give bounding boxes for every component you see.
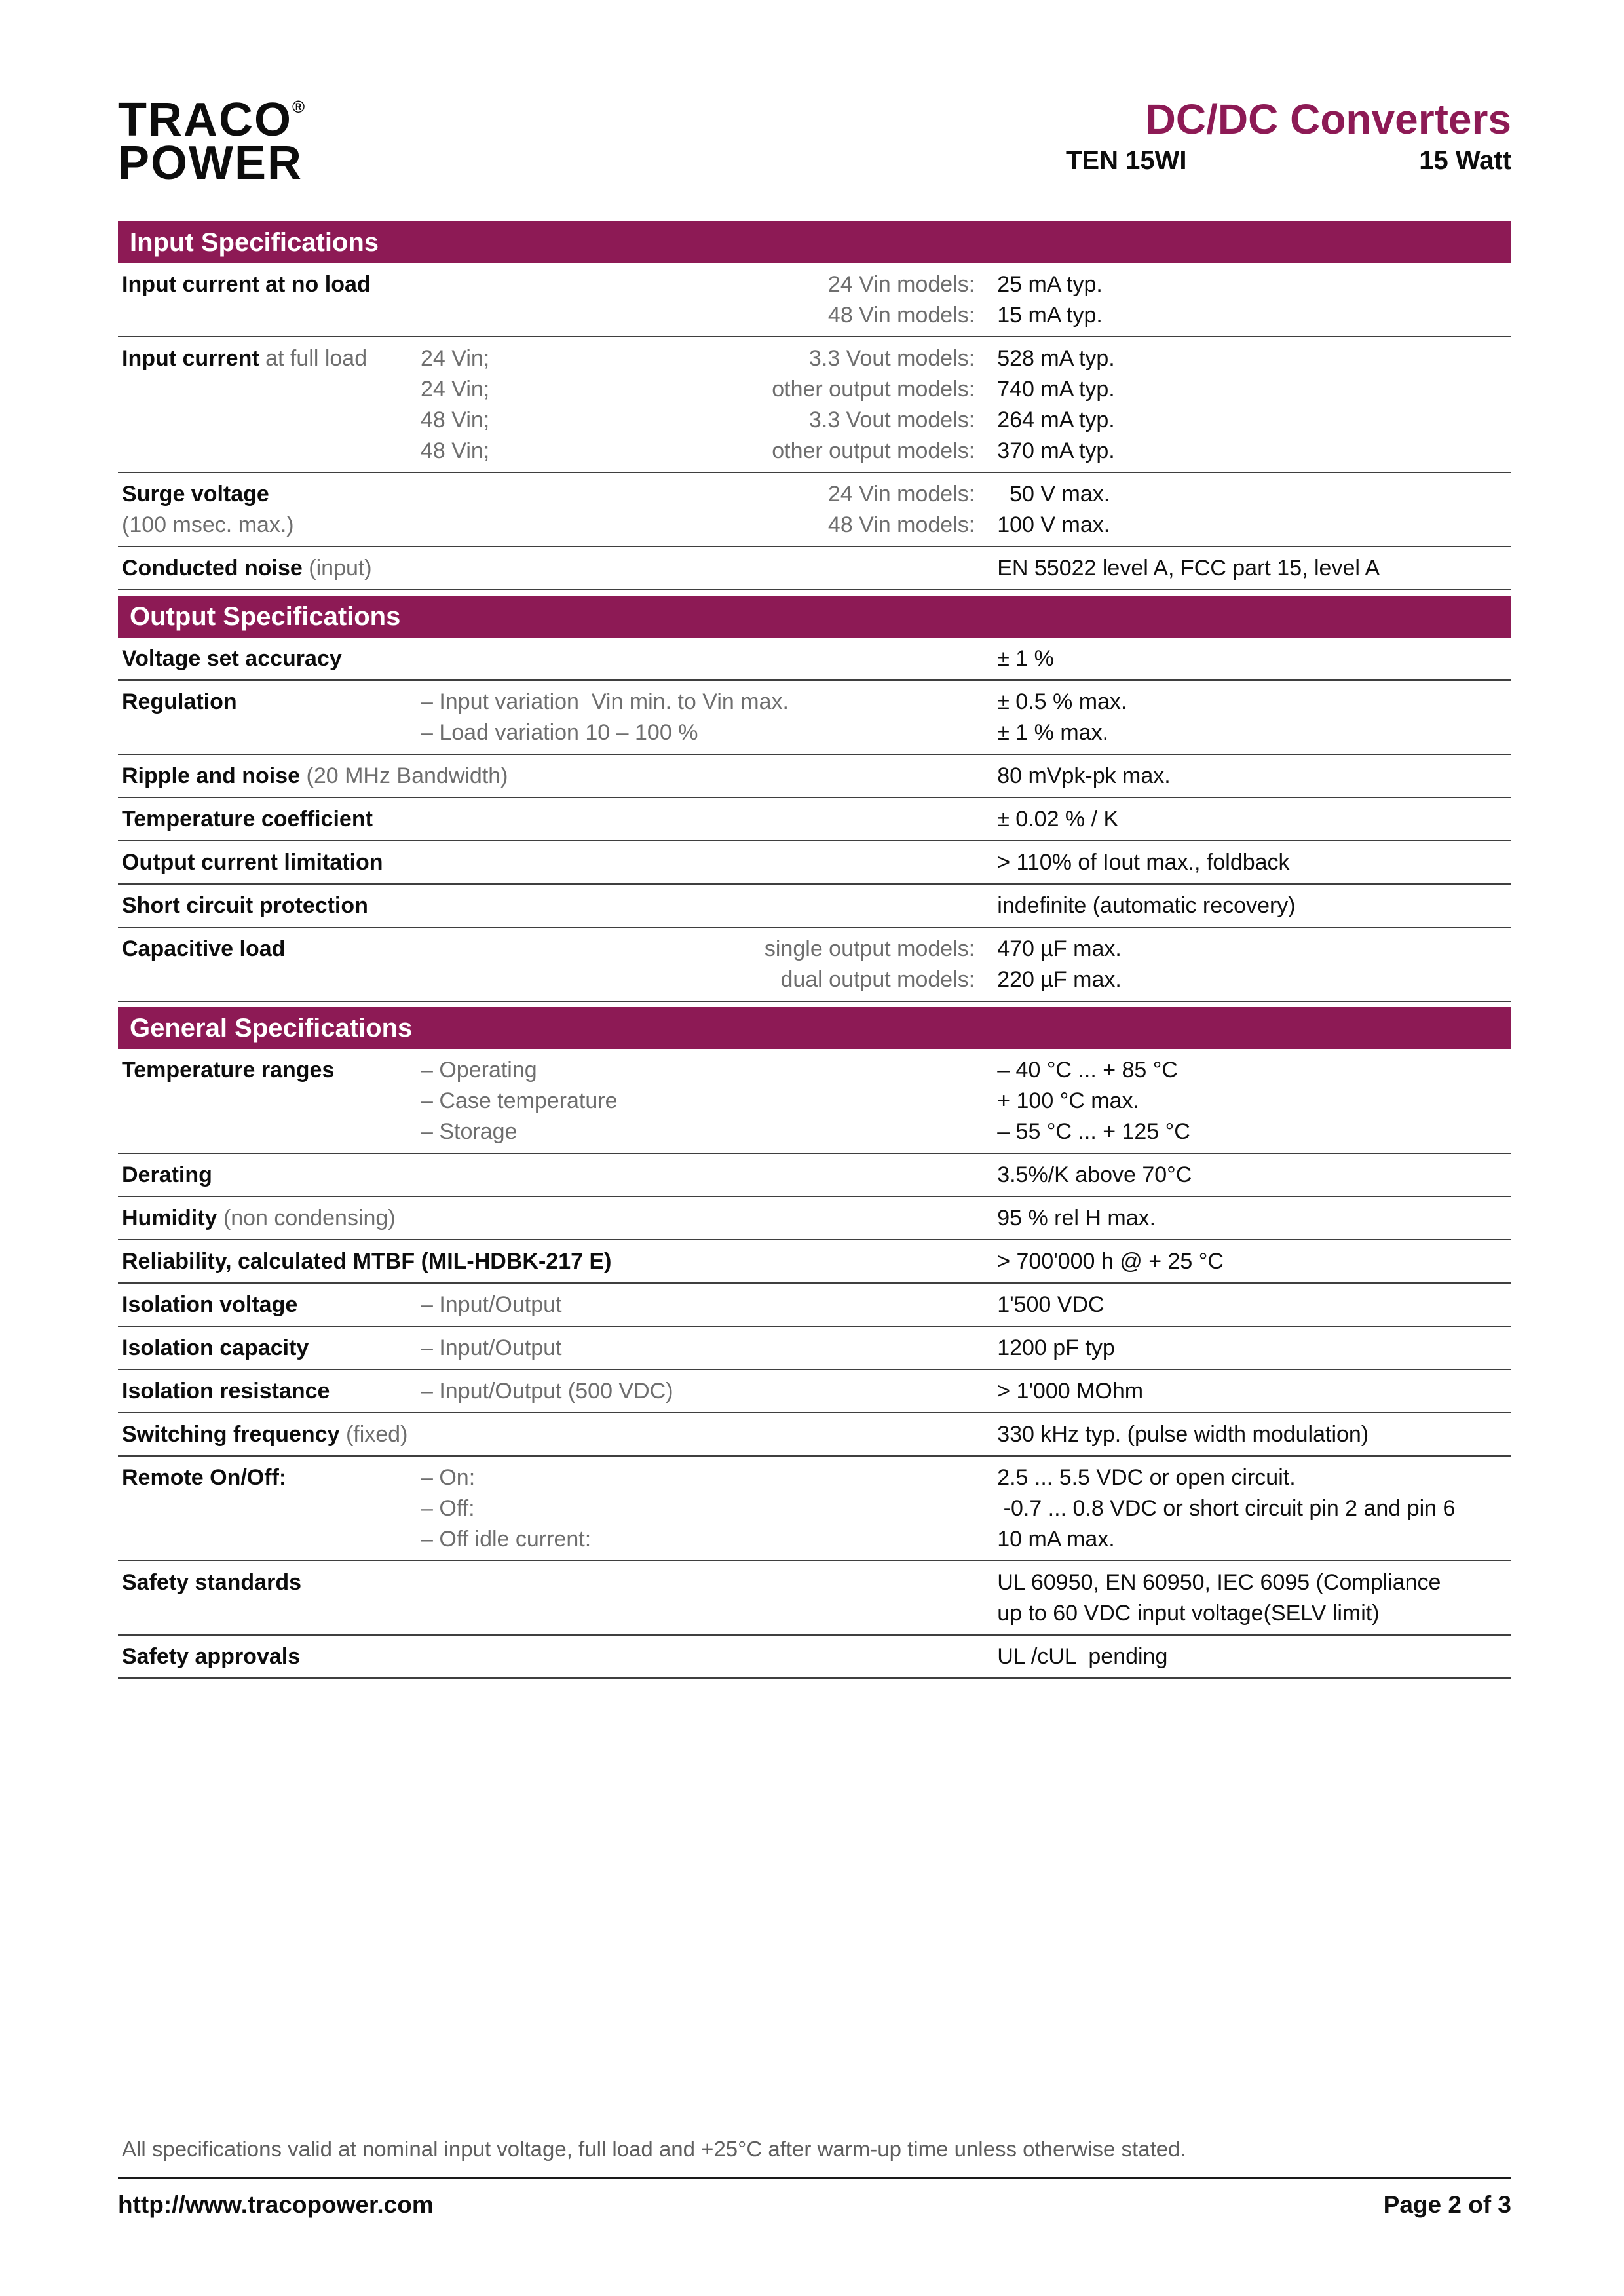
spec-label [122, 804, 421, 835]
spec-label [122, 1203, 421, 1234]
spec-label [122, 1333, 421, 1364]
spec-conditions [706, 1333, 997, 1364]
spec-line: 100 V max. [997, 512, 1110, 538]
spec-conditions [706, 1290, 997, 1320]
spec-values [997, 761, 1511, 792]
spec-conditions [706, 1246, 997, 1277]
spec-row [118, 1370, 1511, 1413]
section-header: General Specifications [118, 1007, 1511, 1049]
spec-line: 264 mA typ. [997, 408, 1115, 433]
spec-values [997, 890, 1511, 921]
spec-line: 24 Vin models: [827, 482, 975, 507]
spec-row [118, 1636, 1511, 1679]
spec-line: 80 mVpk-pk max. [997, 763, 1171, 789]
spec-line: – 40 °C ... + 85 °C [997, 1058, 1178, 1083]
spec-subitems [421, 890, 706, 921]
spec-line: ± 0.02 % / K [997, 807, 1119, 832]
spec-subitems [421, 1641, 706, 1672]
spec-row [118, 798, 1511, 841]
spec-subitems [421, 1463, 706, 1555]
spec-subitems [421, 761, 706, 792]
spec-line: 370 mA typ. [997, 438, 1115, 464]
spec-line: – Operating [421, 1058, 537, 1083]
logo-line-2: POWER [118, 137, 303, 190]
spec-values [997, 934, 1511, 995]
spec-row [118, 337, 1511, 473]
spec-row [118, 1457, 1511, 1561]
spec-label [122, 269, 421, 331]
spec-label-note: (fixed) [345, 1422, 408, 1447]
spec-label [122, 847, 421, 878]
spec-subitems [421, 1567, 706, 1629]
spec-subitems [421, 553, 706, 584]
spec-line: – Input/Output [421, 1335, 562, 1361]
spec-label [122, 343, 421, 467]
spec-values [997, 1333, 1511, 1364]
spec-line: 528 mA typ. [997, 346, 1115, 372]
spec-values [997, 1246, 1511, 1277]
spec-row [118, 638, 1511, 681]
bottom-spacer [118, 1679, 1511, 2137]
spec-label-text: Safety approvals [122, 1644, 301, 1670]
spec-subitems [421, 847, 706, 878]
spec-line: – Case temperature [421, 1088, 618, 1114]
spec-values [997, 1376, 1511, 1407]
spec-line: – Load variation 10 – 100 % [421, 720, 698, 746]
spec-line: – Input variation Vin min. to Vin max. [421, 689, 789, 715]
spec-label [122, 1055, 421, 1147]
spec-values [997, 1567, 1511, 1629]
spec-row [118, 1049, 1511, 1154]
spec-line: ± 1 % [997, 646, 1054, 672]
spec-line: -0.7 ... 0.8 VDC or short circuit pin 2 and pin 6 [997, 1496, 1456, 1521]
spec-label-note: (non condensing) [223, 1206, 396, 1231]
section-header: Output Specifications [118, 596, 1511, 638]
spec-subitems [421, 1160, 706, 1191]
spec-conditions [706, 847, 997, 878]
spec-values [997, 847, 1511, 878]
spec-label-text: Ripple and noise [122, 763, 301, 789]
spec-label [122, 1376, 421, 1407]
spec-label [122, 687, 421, 748]
spec-values [997, 1203, 1511, 1234]
spec-line: indefinite (automatic recovery) [997, 893, 1296, 919]
footer-note: All specifications valid at nominal input voltage, full load and +25°C after warm-up time unless otherwise stated. [122, 2137, 1186, 2161]
spec-line: – Input/Output [421, 1292, 562, 1318]
spec-line: single output models: [764, 936, 975, 962]
spec-subitems [421, 1290, 706, 1320]
spec-line: 470 µF max. [997, 936, 1122, 962]
spec-conditions [706, 804, 997, 835]
spec-label-text: Humidity [122, 1206, 217, 1231]
spec-label-note: at full load [265, 346, 368, 372]
product-family-title: DC/DC Converters [1145, 96, 1511, 143]
traco-power-logo [118, 94, 305, 190]
spec-line: 48 Vin; [421, 408, 490, 433]
spec-subitems [421, 643, 706, 674]
spec-row [118, 1197, 1511, 1240]
spec-label-text: Remote On/Off: [122, 1465, 287, 1491]
spec-label-text: Switching frequency [122, 1422, 340, 1447]
spec-conditions [706, 1641, 997, 1672]
spec-row [118, 928, 1511, 1002]
spec-row [118, 263, 1511, 337]
spec-label [122, 553, 421, 584]
spec-line: up to 60 VDC input voltage(SELV limit) [997, 1601, 1380, 1626]
spec-row [118, 681, 1511, 755]
spec-line: dual output models: [780, 967, 975, 993]
spec-line: 48 Vin models: [827, 303, 975, 328]
spec-line: 48 Vin models: [827, 512, 975, 538]
spec-label-text: Surge voltage [122, 482, 269, 507]
spec-conditions [706, 269, 997, 331]
spec-line: 740 mA typ. [997, 377, 1115, 402]
spec-conditions [706, 1567, 997, 1629]
spec-subitems [421, 1419, 706, 1450]
spec-row [118, 755, 1511, 798]
page-footer [118, 2179, 1511, 2219]
spec-subitems [421, 1055, 706, 1147]
spec-label-text: Output current limitation [122, 850, 383, 875]
spec-label-text: Isolation resistance [122, 1379, 330, 1404]
spec-row [118, 1154, 1511, 1197]
spec-label-text: Derating [122, 1162, 212, 1188]
spec-values [997, 269, 1511, 331]
section-header: Input Specifications [118, 221, 1511, 263]
spec-conditions [706, 1160, 997, 1191]
spec-conditions [706, 1419, 997, 1450]
spec-line: 220 µF max. [997, 967, 1122, 993]
spec-line: 1200 pF typ [997, 1335, 1115, 1361]
spec-label-note: (input) [309, 556, 372, 581]
website-link[interactable]: http://www.tracopower.com [118, 2191, 434, 2218]
spec-subitems [421, 479, 706, 541]
spec-label-text: Temperature coefficient [122, 807, 373, 832]
spec-line: – Off idle current: [421, 1527, 592, 1552]
spec-line: UL /cUL pending [997, 1644, 1168, 1670]
spec-label [122, 1463, 421, 1555]
spec-line: other output models: [772, 377, 975, 402]
spec-line: 95 % rel H max. [997, 1206, 1156, 1231]
model-row [1066, 146, 1511, 176]
spec-values [997, 1160, 1511, 1191]
spec-line: 15 mA typ. [997, 303, 1103, 328]
spec-label [122, 1641, 421, 1672]
spec-values [997, 687, 1511, 748]
spec-section [118, 221, 1511, 590]
spec-line: > 1'000 MOhm [997, 1379, 1144, 1404]
spec-conditions [706, 890, 997, 921]
spec-label [122, 1246, 612, 1277]
spec-label-text: Regulation [122, 689, 237, 715]
spec-label-text: Conducted noise [122, 556, 303, 581]
spec-line: EN 55022 level A, FCC part 15, level A [997, 556, 1380, 581]
spec-line: UL 60950, EN 60950, IEC 6095 (Compliance [997, 1570, 1441, 1596]
spec-label-note: (20 MHz Bandwidth) [306, 763, 508, 789]
spec-label-text: Voltage set accuracy [122, 646, 342, 672]
spec-label [122, 1290, 421, 1320]
spec-line: 24 Vin; [421, 346, 490, 372]
spec-line: other output models: [772, 438, 975, 464]
spec-line: – 55 °C ... + 125 °C [997, 1119, 1190, 1145]
spec-conditions [706, 1203, 997, 1234]
logo-line-1: TRACO® [118, 94, 305, 146]
spec-row [118, 1561, 1511, 1636]
spec-label-text: Short circuit protection [122, 893, 368, 919]
spec-label-text: Capacitive load [122, 936, 286, 962]
spec-conditions [706, 1055, 997, 1147]
spec-label-text: Isolation capacity [122, 1335, 309, 1361]
spec-sections [118, 221, 1511, 1679]
spec-label [122, 890, 421, 921]
spec-line: – Storage [421, 1119, 518, 1145]
spec-line: 3.3 Vout models: [808, 408, 975, 433]
spec-line: 50 V max. [997, 482, 1110, 507]
spec-label [122, 761, 508, 792]
spec-label-text: Safety standards [122, 1570, 301, 1596]
spec-line: 2.5 ... 5.5 VDC or open circuit. [997, 1465, 1296, 1491]
model-name: TEN 15WI [1066, 146, 1187, 176]
header-title-block [1066, 98, 1511, 176]
spec-line: – Input/Output (500 VDC) [421, 1379, 673, 1404]
spec-subitems [421, 687, 789, 748]
spec-line: 48 Vin; [421, 438, 490, 464]
spec-subitems [421, 343, 706, 467]
spec-conditions [706, 643, 997, 674]
spec-values [997, 553, 1511, 584]
spec-subitems [421, 934, 706, 995]
spec-subitems [421, 1333, 706, 1364]
spec-label [122, 479, 421, 541]
spec-section [118, 1007, 1511, 1679]
spec-line: ± 1 % max. [997, 720, 1109, 746]
spec-row [118, 885, 1511, 928]
spec-label-text: Input current [122, 346, 259, 372]
spec-values [997, 343, 1511, 467]
spec-values [997, 479, 1511, 541]
spec-label-note-line2: (100 msec. max.) [122, 512, 294, 538]
spec-row [118, 1240, 1511, 1284]
spec-conditions [706, 761, 997, 792]
spec-line: 10 mA max. [997, 1527, 1115, 1552]
power-rating: 15 Watt [1419, 146, 1511, 176]
spec-line: – Off: [421, 1496, 475, 1521]
spec-row [118, 547, 1511, 590]
spec-subitems [421, 804, 706, 835]
spec-line: ± 0.5 % max. [997, 689, 1127, 715]
spec-line: 25 mA typ. [997, 272, 1103, 297]
spec-row [118, 1413, 1511, 1457]
spec-row [118, 1327, 1511, 1370]
spec-label [122, 643, 421, 674]
spec-conditions [706, 553, 997, 584]
spec-line: – On: [421, 1465, 476, 1491]
spec-conditions [706, 1463, 997, 1555]
spec-values [997, 1055, 1511, 1147]
spec-line: 1'500 VDC [997, 1292, 1105, 1318]
spec-line: 3.5%/K above 70°C [997, 1162, 1192, 1188]
spec-conditions [706, 687, 997, 748]
spec-row [118, 841, 1511, 885]
spec-label [122, 1419, 421, 1450]
spec-values [997, 1290, 1511, 1320]
spec-line: 24 Vin; [421, 377, 490, 402]
spec-section [118, 596, 1511, 1002]
spec-subitems [421, 269, 706, 331]
spec-subitems [421, 1376, 706, 1407]
spec-values [997, 804, 1511, 835]
spec-values [997, 1419, 1511, 1450]
spec-subitems [421, 1246, 706, 1277]
spec-conditions [706, 343, 997, 467]
spec-label-text: Reliability, calculated MTBF (MIL-HDBK-217 E) [122, 1249, 612, 1274]
spec-line: > 110% of Iout max., foldback [997, 850, 1290, 875]
spec-conditions [706, 934, 997, 995]
page-number: Page 2 of 3 [1383, 2191, 1511, 2218]
spec-values [997, 1463, 1511, 1555]
registered-trademark-symbol: ® [292, 97, 305, 117]
spec-values [997, 643, 1511, 674]
spec-label-text: Input current at no load [122, 272, 371, 297]
spec-subitems [421, 1203, 706, 1234]
spec-label-text: Temperature ranges [122, 1058, 335, 1083]
page-header [118, 94, 1511, 190]
spec-row [118, 473, 1511, 547]
spec-row [118, 1284, 1511, 1327]
spec-conditions [706, 479, 997, 541]
spec-label [122, 1160, 421, 1191]
spec-conditions [706, 1376, 997, 1407]
spec-line: 24 Vin models: [827, 272, 975, 297]
spec-line: 330 kHz typ. (pulse width modulation) [997, 1422, 1369, 1447]
spec-values [997, 1641, 1511, 1672]
spec-label [122, 934, 421, 995]
spec-line: + 100 °C max. [997, 1088, 1139, 1114]
spec-line: 3.3 Vout models: [808, 346, 975, 372]
spec-label [122, 1567, 421, 1629]
spec-label-text: Isolation voltage [122, 1292, 298, 1318]
spec-line: > 700'000 h @ + 25 °C [997, 1249, 1224, 1274]
